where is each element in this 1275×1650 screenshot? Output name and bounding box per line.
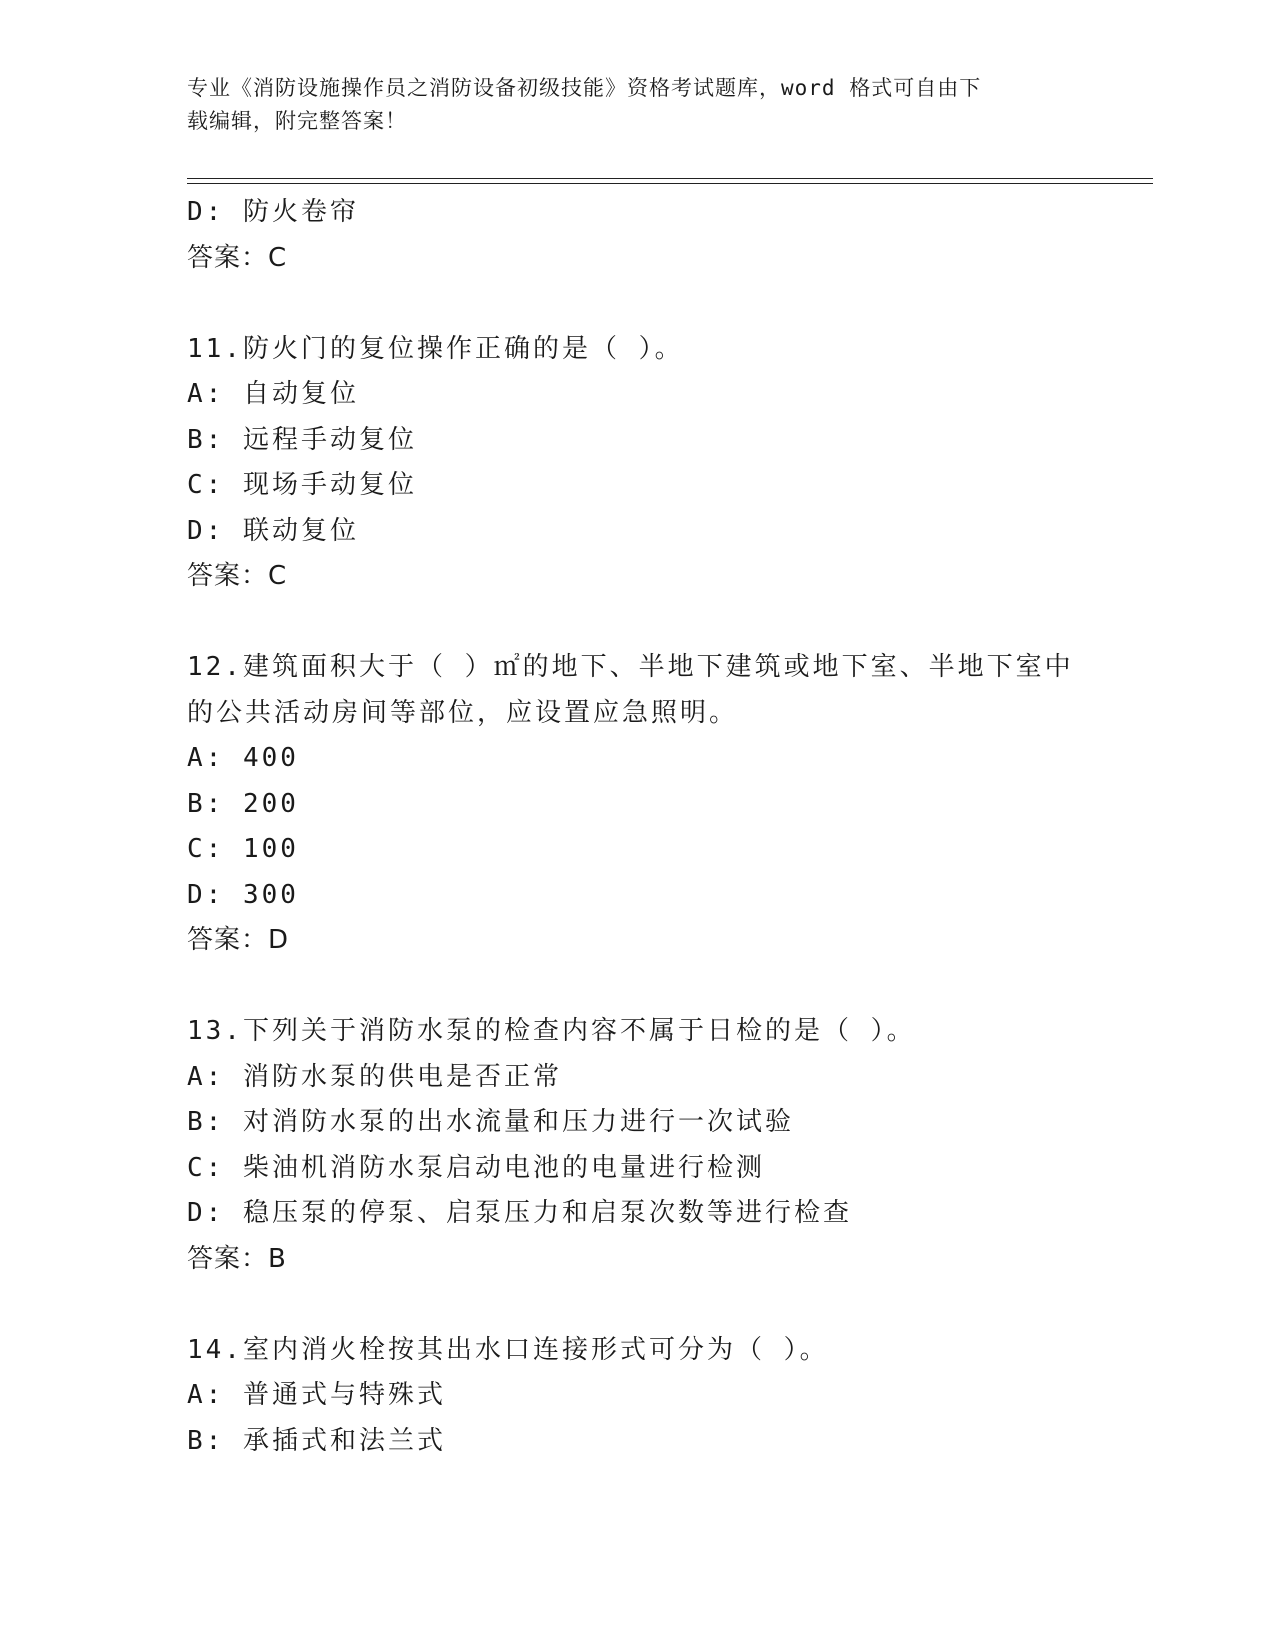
answer: 答案：D	[187, 925, 290, 955]
question-stem-line-2: 的公共活动房间等部位，应设置应急照明。	[187, 697, 739, 728]
question-stem: 13.下列关于消防水泵的检查内容不属于日检的是（ ）。	[187, 1016, 916, 1046]
option-d: D: 300	[187, 879, 299, 910]
option-a: A: 400	[187, 743, 299, 773]
question-12	[187, 645, 1147, 964]
spacer	[187, 600, 1147, 646]
question-13	[187, 1009, 1147, 1282]
question-stem-line-1: 12.建筑面积大于（ ）㎡的地下、半地下建筑或地下室、半地下室中	[187, 652, 1074, 682]
option-d: D: 联动复位	[187, 515, 359, 546]
question-stem: 14.室内消火栓按其出水口连接形式可分为（ ）。	[187, 1334, 829, 1365]
spacer	[187, 281, 1147, 327]
header-divider-top	[187, 178, 1153, 179]
option-b: B: 承插式和法兰式	[187, 1425, 446, 1456]
spacer	[187, 1282, 1147, 1328]
question-stem: 11.防火门的复位操作正确的是（ ）。	[187, 333, 684, 364]
option-c: C: 现场手动复位	[187, 470, 417, 500]
option-b: B: 200	[187, 788, 299, 819]
option-d: D: 防火卷帘	[187, 197, 359, 227]
question-11	[187, 327, 1147, 600]
question-10	[187, 190, 1147, 281]
option-c: C: 柴油机消防水泵启动电池的电量进行检测	[187, 1152, 765, 1183]
header-line-2: 载编辑，附完整答案！	[187, 109, 407, 133]
header-divider-bottom	[187, 183, 1153, 184]
option-d: D: 稳压泵的停泵、启泵压力和启泵次数等进行检查	[187, 1198, 852, 1228]
spacer	[187, 964, 1147, 1010]
option-a: A: 消防水泵的供电是否正常	[187, 1061, 562, 1092]
answer: 答案：C	[187, 561, 288, 591]
question-14	[187, 1328, 1147, 1465]
document-header	[187, 72, 1067, 138]
header-line-1: 专业《消防设施操作员之消防设备初级技能》资格考试题库，word 格式可自由下	[187, 76, 982, 100]
question-list	[187, 190, 1147, 1464]
option-c: C: 100	[187, 834, 299, 864]
option-a: A: 普通式与特殊式	[187, 1380, 446, 1410]
answer: 答案：B	[187, 1243, 287, 1274]
option-b: B: 对消防水泵的出水流量和压力进行一次试验	[187, 1107, 794, 1137]
answer: 答案：C	[187, 242, 288, 273]
option-a: A: 自动复位	[187, 379, 359, 409]
option-b: B: 远程手动复位	[187, 424, 417, 455]
